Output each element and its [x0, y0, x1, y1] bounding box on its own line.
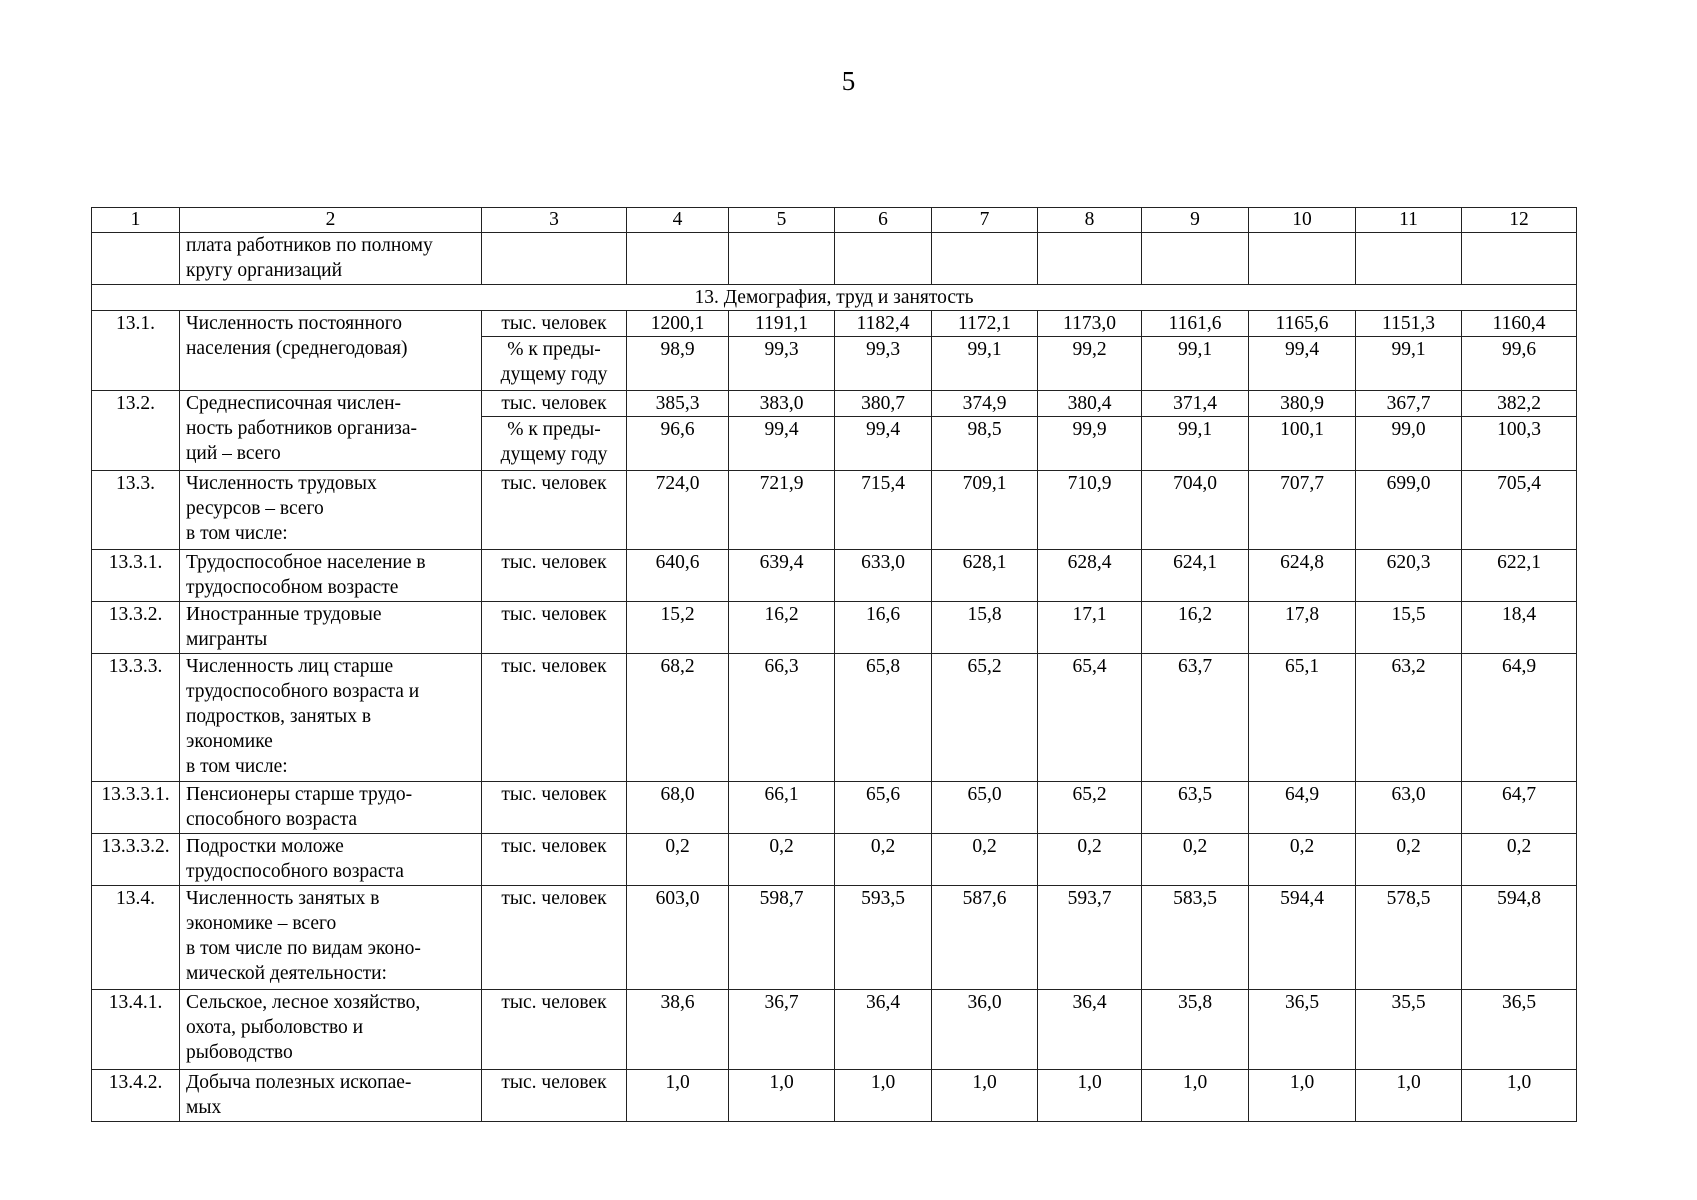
indicator-name: Добыча полезных ископае- мых	[180, 1070, 482, 1122]
value-cell: 36,7	[729, 990, 835, 1070]
value-cell: 628,1	[932, 550, 1038, 602]
value-cell: 598,7	[729, 886, 835, 990]
column-number-row	[92, 208, 1577, 233]
value-cell: 0,2	[1356, 834, 1462, 886]
value-cell: 65,2	[932, 654, 1038, 782]
value-cell: 63,2	[1356, 654, 1462, 782]
value-cell: 603,0	[627, 886, 729, 990]
unit-cell: тыс. человек	[482, 471, 627, 550]
value-cell: 65,4	[1038, 654, 1142, 782]
value-cell: 383,0	[729, 391, 835, 417]
unit-cell: % к преды- дущему году	[482, 417, 627, 471]
value-cell: 721,9	[729, 471, 835, 550]
value-cell: 36,4	[1038, 990, 1142, 1070]
value-cell: 35,5	[1356, 990, 1462, 1070]
row-number: 13.3.3.	[92, 654, 180, 782]
value-cell: 587,6	[932, 886, 1038, 990]
value-cell: 99,9	[1038, 417, 1142, 471]
value-cell: 68,2	[627, 654, 729, 782]
unit-cell: тыс. человек	[482, 1070, 627, 1122]
value-cell: 1,0	[1142, 1070, 1249, 1122]
value-cell: 1172,1	[932, 311, 1038, 337]
value-cell: 639,4	[729, 550, 835, 602]
table-row	[92, 654, 1577, 782]
value-cell: 1,0	[627, 1070, 729, 1122]
value-cell: 633,0	[835, 550, 932, 602]
value-cell: 624,8	[1249, 550, 1356, 602]
value-cell: 36,5	[1249, 990, 1356, 1070]
value-cell: 99,1	[1356, 337, 1462, 391]
value-cell: 709,1	[932, 471, 1038, 550]
value-cell: 578,5	[1356, 886, 1462, 990]
value-cell: 63,7	[1142, 654, 1249, 782]
table-row	[92, 550, 1577, 602]
value-cell: 0,2	[729, 834, 835, 886]
value-cell: 98,5	[932, 417, 1038, 471]
value-cell: 15,8	[932, 602, 1038, 654]
unit-cell: тыс. человек	[482, 834, 627, 886]
value-cell: 65,6	[835, 782, 932, 834]
value-cell: 0,2	[1142, 834, 1249, 886]
value-cell: 710,9	[1038, 471, 1142, 550]
value-cell: 385,3	[627, 391, 729, 417]
unit-cell: тыс. человек	[482, 886, 627, 990]
value-cell: 99,3	[835, 337, 932, 391]
value-cell: 99,1	[1142, 417, 1249, 471]
value-cell: 640,6	[627, 550, 729, 602]
unit-cell: тыс. человек	[482, 602, 627, 654]
value-cell: 0,2	[932, 834, 1038, 886]
value-cell: 16,2	[729, 602, 835, 654]
value-cell: 99,2	[1038, 337, 1142, 391]
value-cell: 1,0	[1038, 1070, 1142, 1122]
section-title: 13. Демография, труд и занятость	[92, 285, 1577, 311]
value-cell: 593,7	[1038, 886, 1142, 990]
unit-cell: тыс. человек	[482, 311, 627, 337]
table-row	[92, 782, 1577, 834]
value-cell: 704,0	[1142, 471, 1249, 550]
unit-cell: тыс. человек	[482, 550, 627, 602]
row-number: 13.3.2.	[92, 602, 180, 654]
indicator-name: Трудоспособное население в трудоспособном возрасте	[180, 550, 482, 602]
indicator-name: Численность лиц старше трудоспособного возраста и подростков, занятых в экономике в том числе:	[180, 654, 482, 782]
value-cell: 17,8	[1249, 602, 1356, 654]
column-number: 1	[92, 208, 180, 233]
value-cell: 99,4	[1249, 337, 1356, 391]
row-number: 13.3.1.	[92, 550, 180, 602]
value-cell: 1191,1	[729, 311, 835, 337]
value-cell: 15,5	[1356, 602, 1462, 654]
value-cell: 65,1	[1249, 654, 1356, 782]
column-number: 3	[482, 208, 627, 233]
column-number: 12	[1462, 208, 1577, 233]
value-cell: 100,3	[1462, 417, 1577, 471]
value-cell: 98,9	[627, 337, 729, 391]
column-number: 5	[729, 208, 835, 233]
value-cell: 99,6	[1462, 337, 1577, 391]
value-cell: 64,7	[1462, 782, 1577, 834]
section-title-row	[92, 285, 1577, 311]
indicator-name: Пенсионеры старше трудо- способного возраста	[180, 782, 482, 834]
value-cell: 1160,4	[1462, 311, 1577, 337]
value-cell: 99,4	[835, 417, 932, 471]
value-cell: 1161,6	[1142, 311, 1249, 337]
unit-cell: тыс. человек	[482, 782, 627, 834]
value-cell: 715,4	[835, 471, 932, 550]
value-cell: 63,5	[1142, 782, 1249, 834]
table-row	[92, 471, 1577, 550]
value-cell: 380,9	[1249, 391, 1356, 417]
table-row	[92, 391, 1577, 417]
value-cell: 0,2	[1462, 834, 1577, 886]
value-cell: 380,4	[1038, 391, 1142, 417]
row-number: 13.4.1.	[92, 990, 180, 1070]
column-number: 8	[1038, 208, 1142, 233]
table-row	[92, 834, 1577, 886]
row-number: 13.3.3.2.	[92, 834, 180, 886]
row-number: 13.2.	[92, 391, 180, 471]
indicator-name: Сельское, лесное хозяйство, охота, рыболовство и рыбоводство	[180, 990, 482, 1070]
value-cell: 593,5	[835, 886, 932, 990]
value-cell: 18,4	[1462, 602, 1577, 654]
row-number: 13.4.2.	[92, 1070, 180, 1122]
indicator-name: Численность постоянного населения (среднегодовая)	[180, 311, 482, 391]
value-cell: 16,2	[1142, 602, 1249, 654]
value-cell: 1,0	[1356, 1070, 1462, 1122]
value-cell: 66,3	[729, 654, 835, 782]
column-number: 11	[1356, 208, 1462, 233]
value-cell: 0,2	[627, 834, 729, 886]
value-cell: 707,7	[1249, 471, 1356, 550]
unit-cell: тыс. человек	[482, 391, 627, 417]
value-cell: 705,4	[1462, 471, 1577, 550]
value-cell: 699,0	[1356, 471, 1462, 550]
value-cell: 374,9	[932, 391, 1038, 417]
value-cell: 65,0	[932, 782, 1038, 834]
row-number: 13.3.	[92, 471, 180, 550]
value-cell: 65,8	[835, 654, 932, 782]
table-body	[92, 208, 1577, 1122]
value-cell: 35,8	[1142, 990, 1249, 1070]
value-cell: 624,1	[1142, 550, 1249, 602]
value-cell: 1182,4	[835, 311, 932, 337]
indicator-name: Среднесписочная числен- ность работников организа- ций – всего	[180, 391, 482, 471]
table-row	[92, 1070, 1577, 1122]
row-number: 13.4.	[92, 886, 180, 990]
value-cell: 1173,0	[1038, 311, 1142, 337]
value-cell: 380,7	[835, 391, 932, 417]
value-cell: 583,5	[1142, 886, 1249, 990]
value-cell: 36,5	[1462, 990, 1577, 1070]
value-cell: 0,2	[835, 834, 932, 886]
value-cell: 96,6	[627, 417, 729, 471]
column-number: 6	[835, 208, 932, 233]
column-number: 4	[627, 208, 729, 233]
indicator-name: Численность трудовых ресурсов – всего в том числе:	[180, 471, 482, 550]
indicator-name: Иностранные трудовые мигранты	[180, 602, 482, 654]
unit-cell: тыс. человек	[482, 654, 627, 782]
continuation-row	[92, 233, 1577, 285]
value-cell: 99,4	[729, 417, 835, 471]
unit-cell: тыс. человек	[482, 990, 627, 1070]
value-cell: 1,0	[932, 1070, 1038, 1122]
value-cell: 99,1	[932, 337, 1038, 391]
value-cell: 1151,3	[1356, 311, 1462, 337]
row-number: 13.3.3.1.	[92, 782, 180, 834]
indicator-name: Подростки моложе трудоспособного возраста	[180, 834, 482, 886]
value-cell: 1,0	[729, 1070, 835, 1122]
value-cell: 1165,6	[1249, 311, 1356, 337]
value-cell: 724,0	[627, 471, 729, 550]
indicator-name: Численность занятых в экономике – всего в том числе по видам эконо- мической деятельности:	[180, 886, 482, 990]
value-cell: 1200,1	[627, 311, 729, 337]
value-cell: 65,2	[1038, 782, 1142, 834]
value-cell: 36,4	[835, 990, 932, 1070]
value-cell: 1,0	[835, 1070, 932, 1122]
value-cell: 99,1	[1142, 337, 1249, 391]
table-row	[92, 602, 1577, 654]
value-cell: 36,0	[932, 990, 1038, 1070]
value-cell: 38,6	[627, 990, 729, 1070]
value-cell: 620,3	[1356, 550, 1462, 602]
row-number: 13.1.	[92, 311, 180, 391]
value-cell: 17,1	[1038, 602, 1142, 654]
table-row	[92, 311, 1577, 337]
value-cell: 63,0	[1356, 782, 1462, 834]
column-number: 9	[1142, 208, 1249, 233]
value-cell: 628,4	[1038, 550, 1142, 602]
statistics-table	[91, 207, 1577, 1122]
value-cell: 16,6	[835, 602, 932, 654]
value-cell: 66,1	[729, 782, 835, 834]
table-row	[92, 886, 1577, 990]
continuation-text: плата работников по полному кругу организаций	[180, 233, 482, 285]
value-cell: 1,0	[1249, 1070, 1356, 1122]
value-cell: 622,1	[1462, 550, 1577, 602]
value-cell: 371,4	[1142, 391, 1249, 417]
value-cell: 1,0	[1462, 1070, 1577, 1122]
value-cell: 382,2	[1462, 391, 1577, 417]
value-cell: 15,2	[627, 602, 729, 654]
table-row	[92, 990, 1577, 1070]
value-cell: 64,9	[1249, 782, 1356, 834]
value-cell: 0,2	[1249, 834, 1356, 886]
value-cell: 68,0	[627, 782, 729, 834]
value-cell: 594,4	[1249, 886, 1356, 990]
value-cell: 99,0	[1356, 417, 1462, 471]
value-cell: 0,2	[1038, 834, 1142, 886]
value-cell: 64,9	[1462, 654, 1577, 782]
value-cell: 99,3	[729, 337, 835, 391]
page-number: 5	[841, 66, 856, 96]
value-cell: 100,1	[1249, 417, 1356, 471]
column-number: 7	[932, 208, 1038, 233]
unit-cell: % к преды- дущему году	[482, 337, 627, 391]
column-number: 2	[180, 208, 482, 233]
value-cell: 367,7	[1356, 391, 1462, 417]
column-number: 10	[1249, 208, 1356, 233]
value-cell: 594,8	[1462, 886, 1577, 990]
